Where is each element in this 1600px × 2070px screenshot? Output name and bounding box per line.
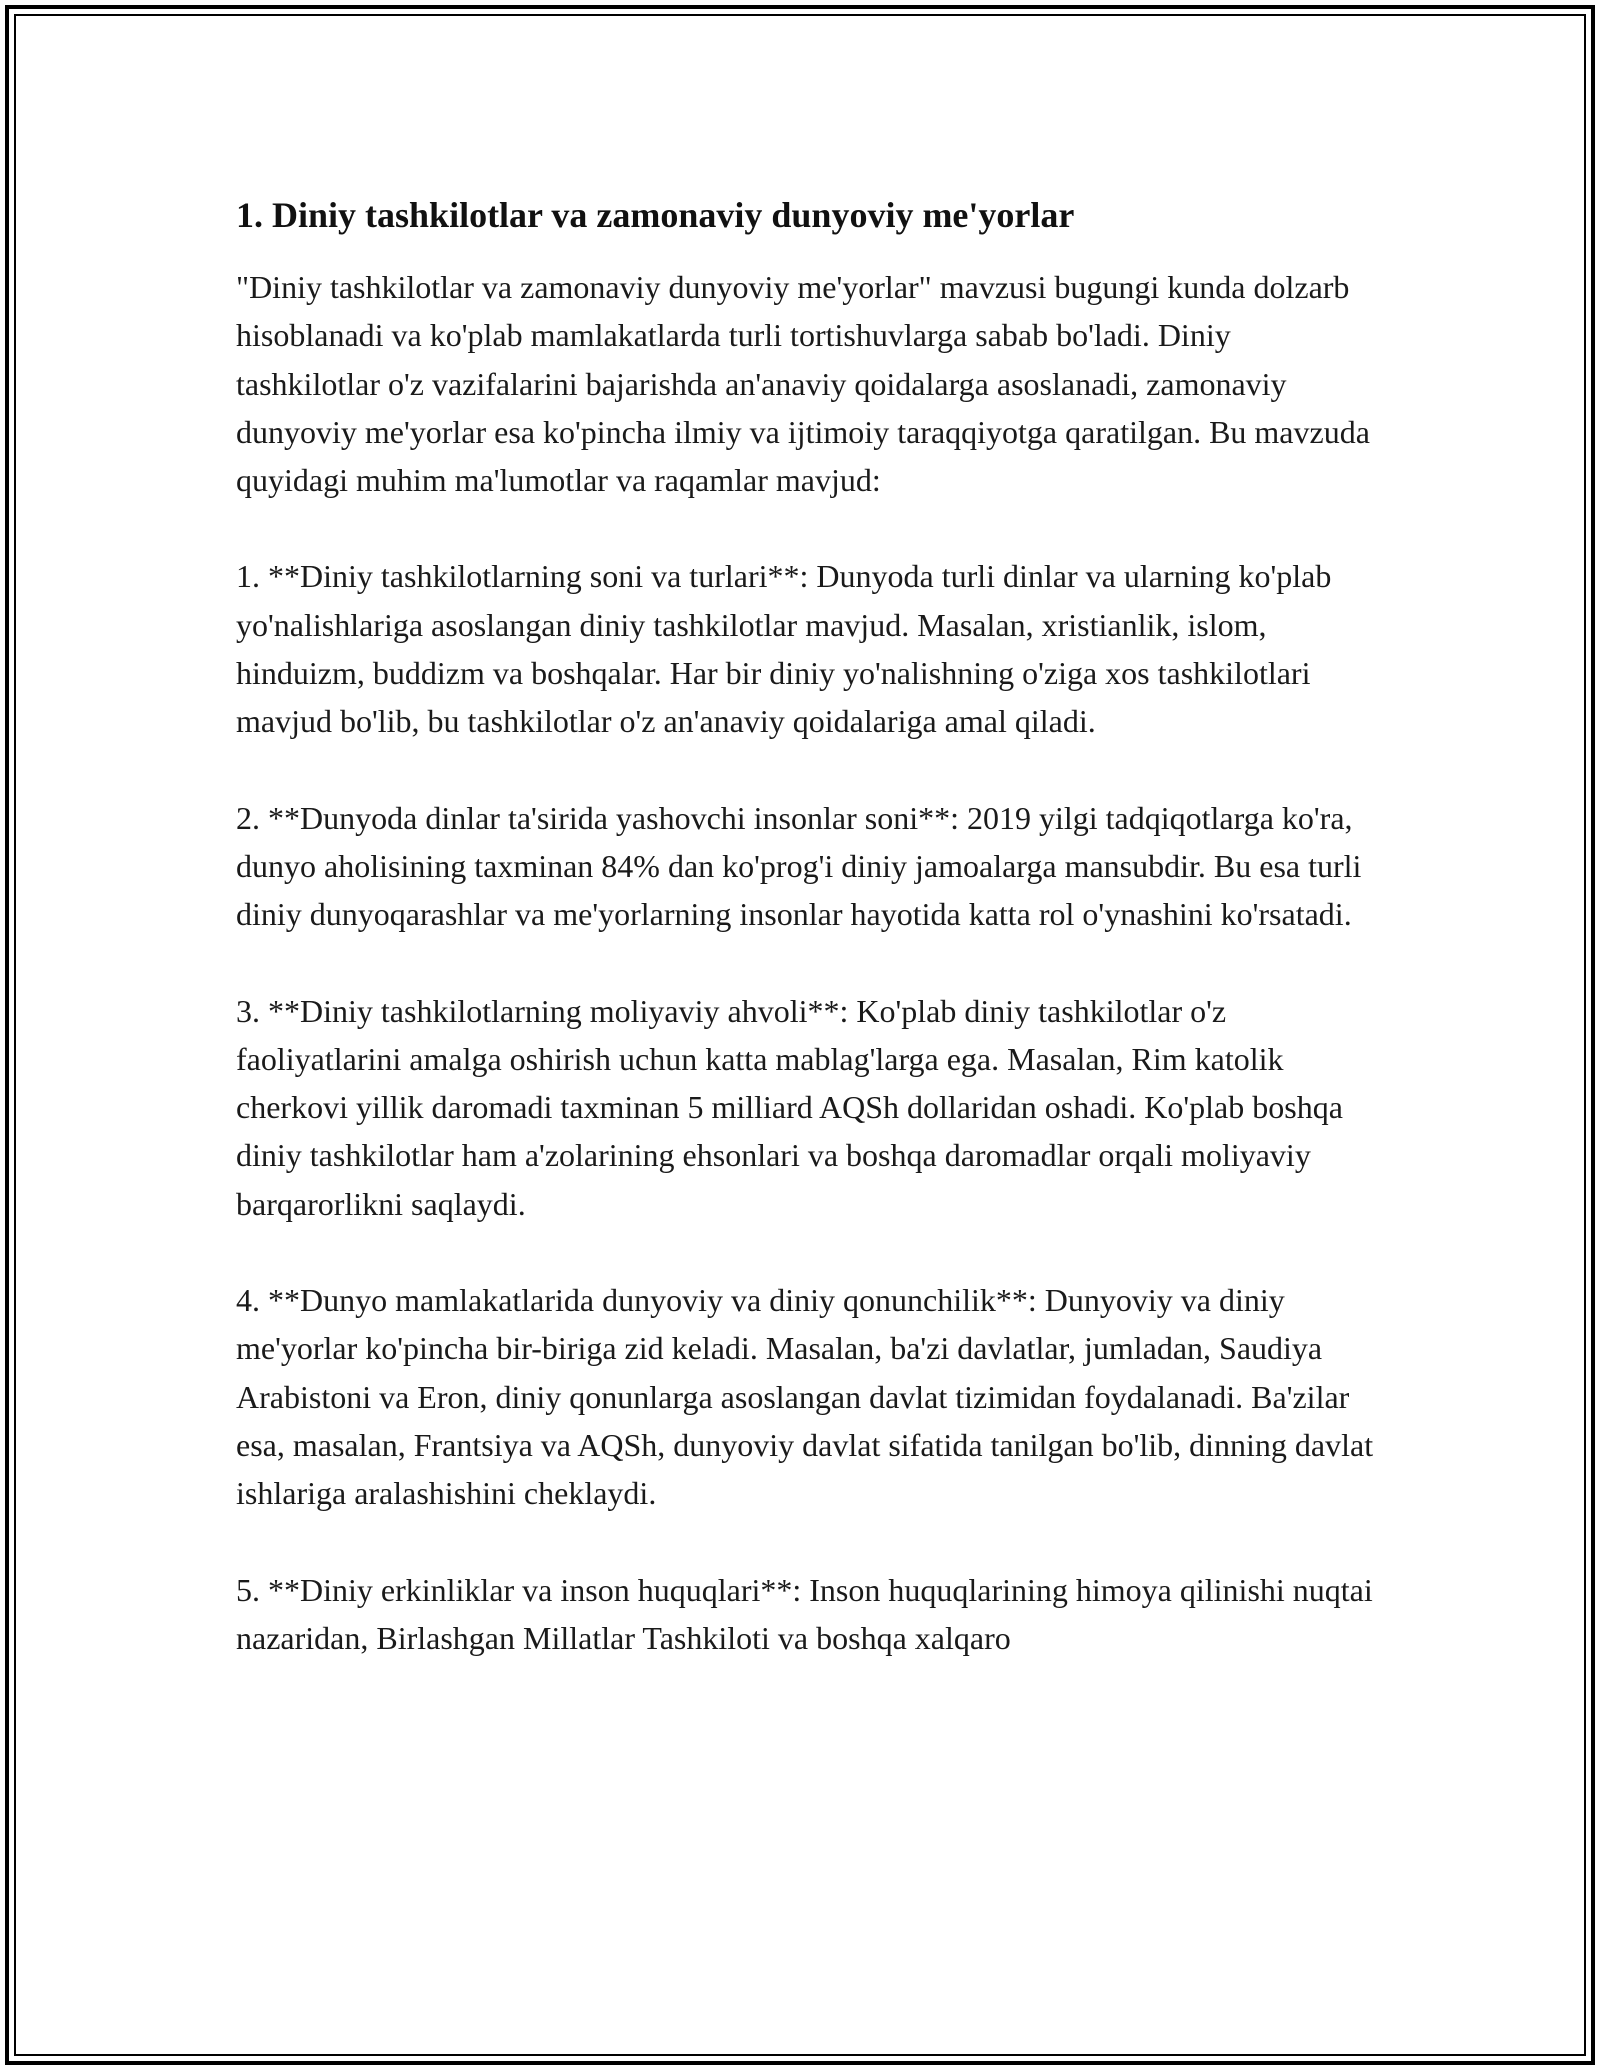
section-title: 1. Diniy tashkilotlar va zamonaviy dunyoviy me'yorlar [236, 195, 1075, 235]
list-item-2: 2. **Dunyoda dinlar ta'sirida yashovchi insonlar soni**: 2019 yilgi tadqiqotlarga ko'ra, dunyo aholisining taxminan 84% dan ko'prog'i diniy jamoalarga mansubdir. Bu esa turli diniy dunyoqarashlar va me'yorlarning insonlar hayotida katta rol o'ynashini ko'rsatadi. [236, 799, 1362, 933]
document-body [236, 185, 1376, 1710]
list-item-4: 4. **Dunyo mamlakatlarida dunyoviy va diniy qonunchilik**: Dunyoviy va diniy me'yorlar ko'pincha bir-biriga zid keladi. Masalan, ba'zi davlatlar, jumladan, Saudiya Arabistoni va Eron, diniy qonunlarga asoslangan davlat tizimidan foydalanadi. Ba'zilar esa, masalan, Frantsiya va AQSh, dunyoviy davlat sifatida tanilgan bo'lib, dinning davlat ishlariga aralashishini cheklaydi. [236, 1282, 1374, 1512]
list-item-1: 1. **Diniy tashkilotlarning soni va turlari**: Dunyoda turli dinlar va ularning ko'plab yo'nalishlariga asoslangan diniy tashkilotlar mavjud. Masalan, xristianlik, islom, hinduizm, buddizm va boshqalar. Har bir diniy yo'nalishning o'ziga xos tashkilotlari mavjud bo'lib, bu tashkilotlar o'z an'anaviy qoidalariga amal qiladi. [236, 558, 1332, 740]
intro-paragraph: "Diniy tashkilotlar va zamonaviy dunyoviy me'yorlar" mavzusi bugungi kunda dolzarb hisoblanadi va ko'plab mamlakatlarda turli tortishuvlarga sabab bo'ladi. Diniy tashkilotlar o'z vazifalarini bajarishda an'anaviy qoidalarga asoslanadi, zamonaviy dunyoviy me'yorlar esa ko'pincha ilmiy va ijtimoiy taraqqiyotga qaratilgan. Bu mavzuda quyidagi muhim ma'lumotlar va raqamlar mavjud: [236, 269, 1370, 499]
list-item-3: 3. **Diniy tashkilotlarning moliyaviy ahvoli**: Ko'plab diniy tashkilotlar o'z faoliyatlarini amalga oshirish uchun katta mablag'larga ega. Masalan, Rim katolik cherkovi yillik daromadi taxminan 5 milliard AQSh dollaridan oshadi. Ko'plab boshqa diniy tashkilotlar ham a'zolarining ehsonlari va boshqa daromadlar orqali moliyaviy barqarorlikni saqlaydi. [236, 992, 1343, 1222]
list-item-5: 5. **Diniy erkinliklar va inson huquqlari**: Inson huquqlarining himoya qilinishi nuqtai nazaridan, Birlashgan Millatlar Tashkiloti va boshqa xalqaro [236, 1571, 1373, 1656]
